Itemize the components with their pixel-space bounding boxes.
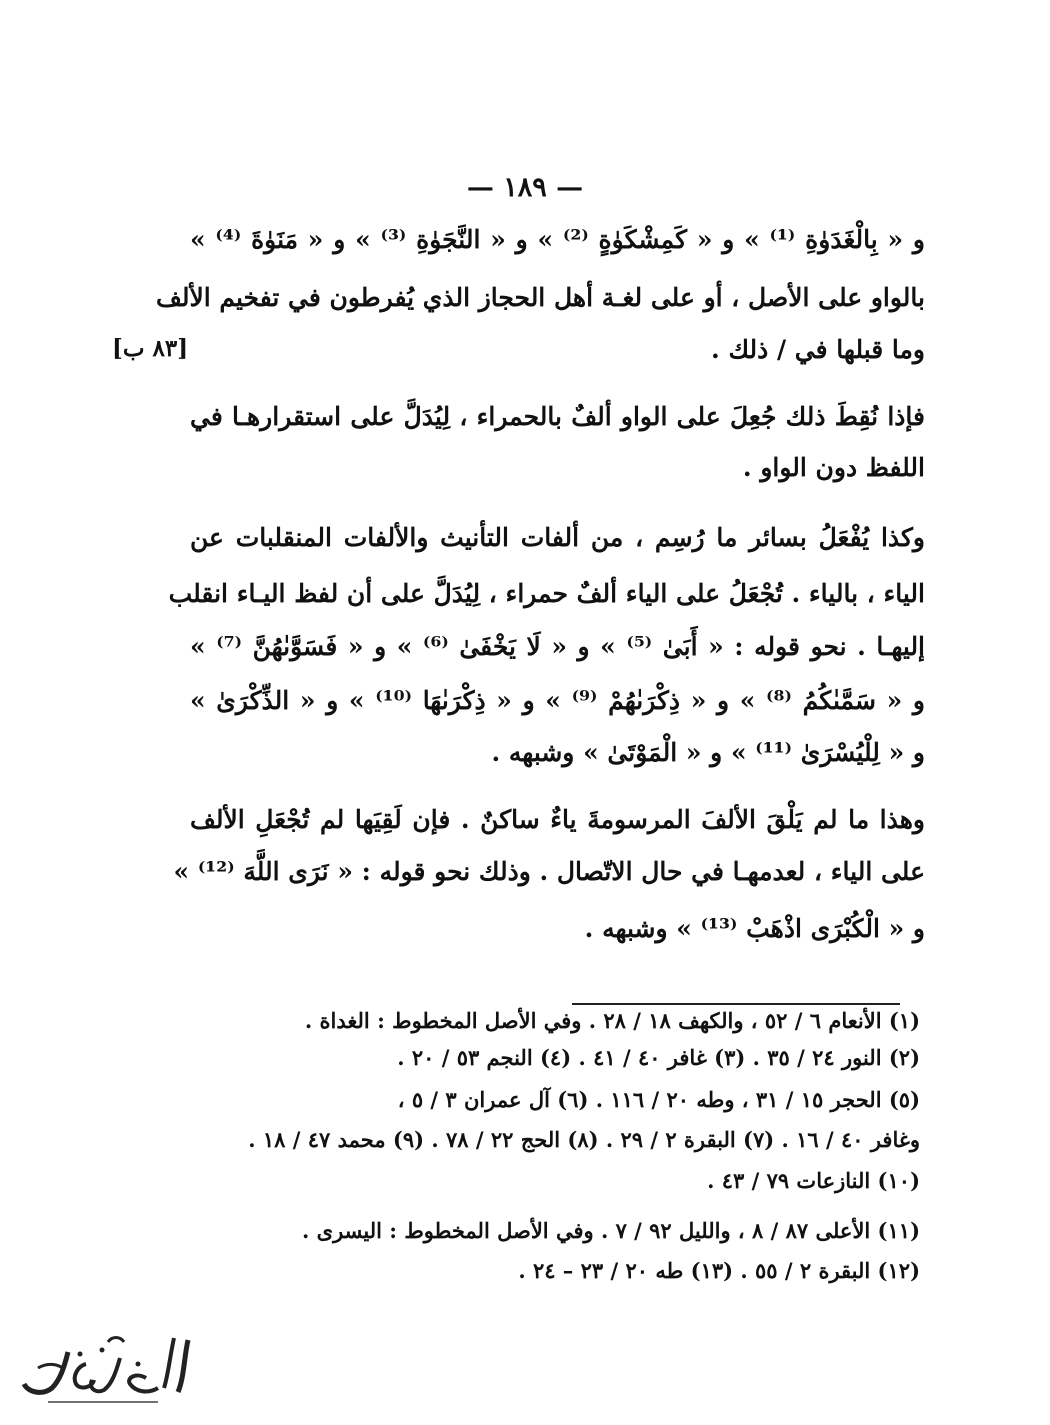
margin-folio-note: [٨٣ ب] bbox=[112, 335, 189, 362]
text-line-1: و « بِالْغَدَوٰةِ ⁽¹⁾ » و « كَمِشْكَوٰةٍ ⁽²⁾ » و « النَّجَوٰةِ ⁽³⁾ » و « مَنَوٰةَ ⁽⁴⁾ » bbox=[190, 225, 925, 254]
text-line-5: اللفظ دون الواو . bbox=[742, 453, 925, 482]
text-line-13: و « الْكُبْرَى اذْهَبْ ⁽¹³⁾ » وشبهه . bbox=[584, 914, 925, 943]
footnote-line-6: (١١) الأعلى ٨٧ / ٨ ، والليل ٩٢ / ٧ . وفي الأصل المخطوط : اليسرى . bbox=[302, 1218, 920, 1243]
footnote-line-2: (٢) النور ٢٤ / ٣٥ . (٣) غافر ٤٠ / ٤١ . (٤) النجم ٥٣ / ٢٠ . bbox=[397, 1045, 920, 1070]
footnote-line-3: (٥) الحجر ١٥ / ٣١ ، وطه ٢٠ / ١١٦ . (٦) آل عمران ٣ / ٥ ، bbox=[397, 1087, 920, 1112]
text-line-8: إليهـا . نحو قوله : « أَبَىٰ ⁽⁵⁾ » و « لَا يَخْفَىٰ ⁽⁶⁾ » و « فَسَوَّىٰهُنَّ ⁽⁷⁾ » bbox=[190, 632, 926, 661]
text-line-4: فإذا نُقِطَ ذلك جُعِلَ على الواو ألفٌ بالحمراء ، لِيُدَلَّ على استقرارهـا في bbox=[190, 402, 925, 431]
footnote-line-7: (١٢) البقرة ٢ / ٥٥ . (١٣) طه ٢٠ / ٢٣ – ٢٤ . bbox=[518, 1258, 920, 1283]
footnote-line-1: (١) الأنعام ٦ / ٥٢ ، والكهف ١٨ / ٢٨ . وفي الأصل المخطوط : الغداة . bbox=[304, 1008, 920, 1033]
text-line-3: وما قبلها في / ذلك . bbox=[711, 335, 925, 364]
text-line-6: وكذا يُفْعَلُ بسائر ما رُسِم ، من ألفات التأنيث والألفات المنقلبات عن bbox=[190, 523, 925, 552]
text-line-9: و « سَمَّىٰكُمُ ⁽⁸⁾ » و « ذِكْرَىٰهُمْ ⁽⁹⁾ » و « ذِكْرَىٰهَا ⁽¹⁰⁾ » و « الذِّكْرَىٰ » bbox=[190, 686, 925, 715]
text-line-10: و « لِلْيُسْرَىٰ ⁽¹¹⁾ » و « الْمَوْتَىٰ » وشبهه . bbox=[491, 738, 925, 767]
page-number: — ١٨٩ — bbox=[466, 172, 584, 203]
text-line-12: على الياء ، لعدمهـا في حال الاتّصال . وذلك نحو قوله : « نَرَى اللَّهَ ⁽¹²⁾ » bbox=[173, 857, 925, 886]
footnote-line-5: (١٠) النازعات ٧٩ / ٤٣ . bbox=[707, 1168, 920, 1193]
calligraphy-seal-logo bbox=[8, 1328, 198, 1408]
text-line-7: الياء ، بالياء . تُجْعَلُ على الياء ألفٌ حمراء ، لِيُدَلَّ على أن لفظ اليـاء انقلب bbox=[168, 579, 925, 608]
text-line-2: بالواو على الأصل ، أو على لغـة أهل الحجاز الذي يُفرطون في تفخيم الألف bbox=[155, 283, 925, 312]
text-line-11: وهذا ما لم يَلْقَ الألفَ المرسومةَ ياءٌ ساكنٌ . فإن لَقِيَها لم تُجْعَلِ الألف bbox=[190, 805, 925, 834]
footnote-line-4: وغافر ٤٠ / ١٦ . (٧) البقرة ٢ / ٢٩ . (٨) الحج ٢٢ / ٧٨ . (٩) محمد ٤٧ / ١٨ . bbox=[248, 1127, 920, 1152]
